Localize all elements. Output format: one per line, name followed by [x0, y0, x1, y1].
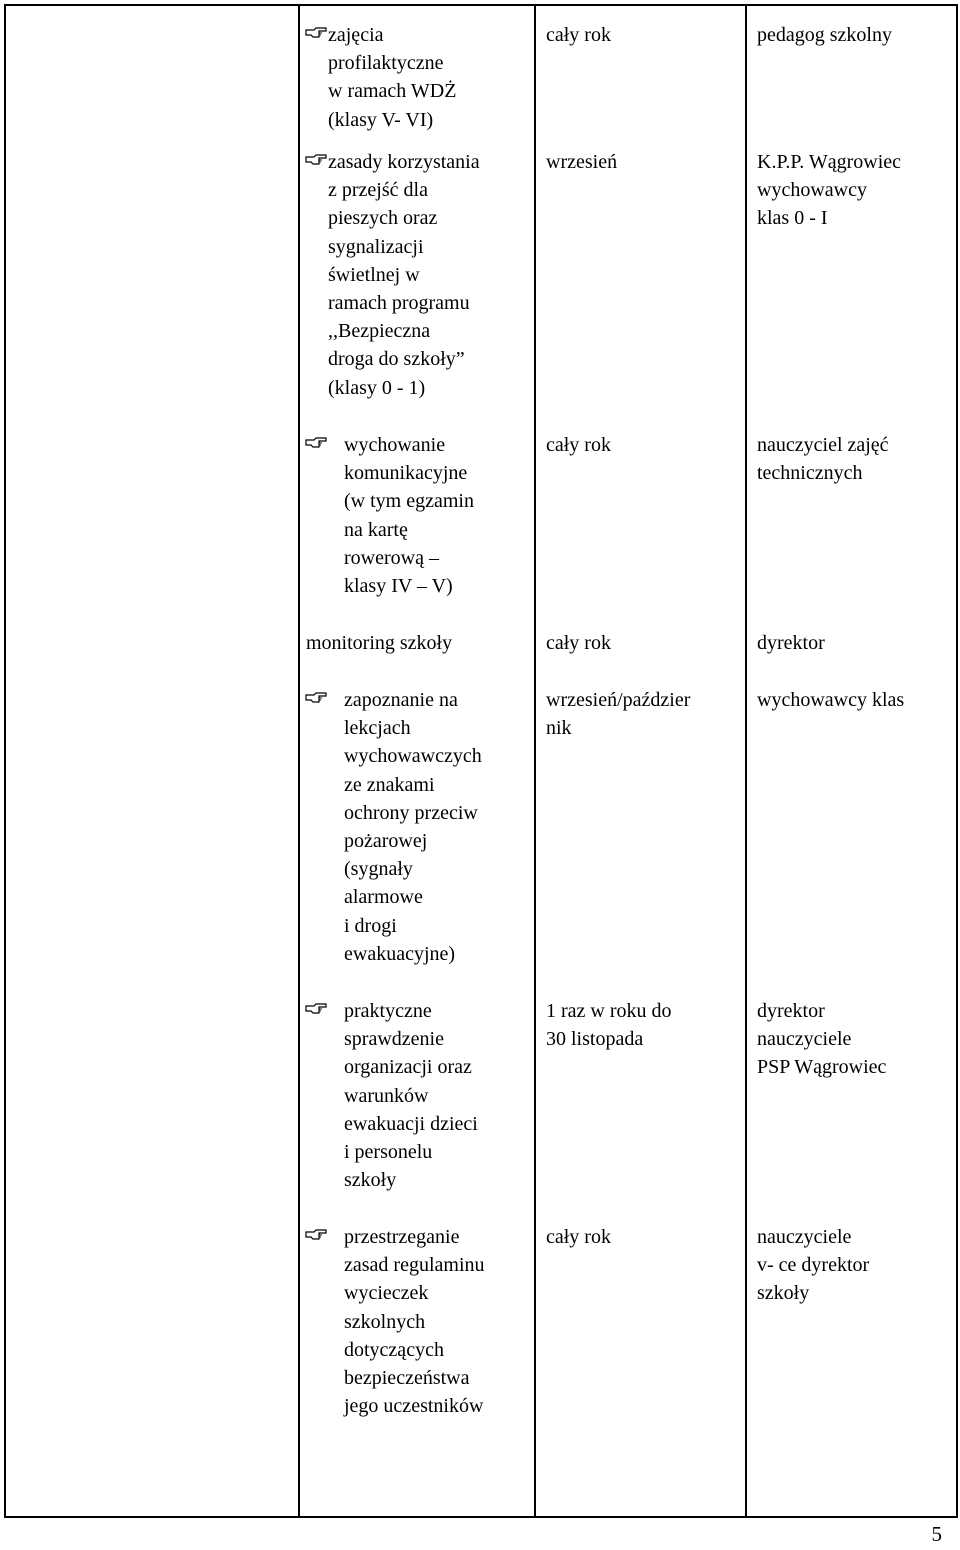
pointing-hand-icon — [305, 1227, 327, 1241]
task-line: w ramach WDŻ — [328, 80, 457, 103]
who-line: nauczyciele — [757, 1226, 852, 1248]
task-line: sygnalizacji — [328, 235, 424, 258]
pointing-hand-icon — [305, 1001, 327, 1015]
task-line: ewakuacji dzieci — [344, 1112, 478, 1135]
task-line: i personelu — [344, 1141, 433, 1164]
task-cell — [300, 614, 534, 671]
task-line: (klasy 0 - 1) — [328, 376, 426, 399]
task-line: warunków — [344, 1084, 429, 1107]
task-line: praktyczne — [344, 1000, 432, 1022]
task-line: zapoznanie na — [344, 689, 458, 711]
page-number: 5 — [931, 1522, 942, 1546]
when-cell — [536, 133, 745, 416]
task-line: komunikacyjne — [344, 462, 468, 485]
when-line: cały rok — [546, 632, 611, 654]
task-line: ochrony przeciw — [344, 801, 478, 824]
task-line: zajęcia — [328, 24, 384, 46]
when-line: 1 raz w roku do — [546, 1000, 672, 1022]
task-line: profilaktyczne — [328, 52, 444, 75]
task-line: ze znakami — [344, 773, 435, 796]
who-line: dyrektor — [757, 632, 825, 654]
who-line: PSP Wągrowiec — [757, 1056, 887, 1079]
task-line: alarmowe — [344, 886, 423, 909]
task-line: dotyczących — [344, 1338, 444, 1361]
who-line: technicznych — [757, 462, 863, 485]
task-line: ,,Bezpieczna — [328, 320, 431, 343]
when-line: nik — [546, 717, 572, 740]
when-line: cały rok — [546, 1226, 611, 1248]
task-line: (sygnały — [344, 858, 413, 881]
task-line: przestrzeganie — [344, 1226, 460, 1248]
task-line: klasy IV – V) — [344, 575, 453, 598]
who-line: dyrektor — [757, 1000, 825, 1022]
task-line: ewakuacyjne) — [344, 942, 456, 965]
when-line: cały rok — [546, 434, 611, 456]
when-cell — [536, 671, 745, 982]
task-line: bezpieczeństwa — [344, 1367, 470, 1390]
who-column — [746, 5, 957, 1517]
task-cell — [300, 133, 534, 416]
who-cell — [747, 671, 956, 982]
when-cell — [536, 1208, 745, 1448]
task-line: zasad regulaminu — [344, 1254, 485, 1277]
who-line: klas 0 - I — [757, 207, 828, 230]
who-cell — [747, 6, 956, 133]
when-cell — [536, 6, 745, 133]
who-line: nauczyciele — [757, 1028, 852, 1051]
task-line: świetlnej w — [328, 263, 420, 286]
task-column — [299, 5, 535, 1517]
pointing-hand-icon — [305, 690, 327, 704]
task-line: zasady korzystania — [328, 151, 480, 173]
task-cell — [300, 982, 534, 1208]
when-line: wrzesień/paździer — [546, 689, 691, 711]
left-margin-column — [5, 5, 299, 1517]
who-cell — [747, 982, 956, 1208]
when-cell — [536, 416, 745, 614]
task-line: ramach programu — [328, 292, 470, 315]
task-line: rowerową – — [344, 546, 439, 569]
when-line: wrzesień — [546, 151, 618, 173]
task-line: szkoły — [344, 1169, 397, 1192]
task-line: wychowanie — [344, 434, 446, 456]
task-line: pożarowej — [344, 830, 428, 853]
task-line: sprawdzenie — [344, 1028, 444, 1051]
task-line: pieszych oraz — [328, 207, 438, 230]
task-line: na kartę — [344, 518, 408, 541]
task-cell — [300, 1208, 534, 1448]
when-column — [535, 5, 746, 1517]
task-line: droga do szkoły” — [328, 348, 465, 371]
when-cell — [536, 614, 745, 671]
task-line: monitoring szkoły — [306, 632, 453, 654]
when-cell — [536, 982, 745, 1208]
who-line: K.P.P. Wągrowiec — [757, 151, 902, 173]
task-line: szkolnych — [344, 1310, 426, 1333]
task-cell — [300, 671, 534, 982]
task-cell — [300, 6, 534, 133]
who-cell — [747, 416, 956, 614]
task-line: organizacji oraz — [344, 1056, 472, 1079]
who-cell — [747, 614, 956, 671]
when-line: cały rok — [546, 24, 611, 46]
who-line: nauczyciel zajęć — [757, 434, 889, 456]
task-line: wychowawczych — [344, 745, 482, 768]
pointing-hand-icon — [305, 435, 327, 449]
who-cell — [747, 133, 956, 416]
who-line: wychowawcy — [757, 179, 867, 202]
who-line: szkoły — [757, 1282, 810, 1305]
task-line: z przejść dla — [328, 179, 428, 202]
task-line: jego uczestników — [344, 1395, 484, 1418]
task-cell — [300, 416, 534, 614]
task-line: (klasy V- VI) — [328, 108, 434, 131]
when-line: 30 listopada — [546, 1028, 644, 1051]
schedule-table — [4, 4, 958, 1518]
task-line: wycieczek — [344, 1282, 429, 1305]
task-line: i drogi — [344, 914, 397, 937]
who-line: v- ce dyrektor — [757, 1254, 870, 1277]
task-line: (w tym egzamin — [344, 490, 474, 513]
pointing-hand-icon — [305, 152, 327, 166]
who-line: pedagog szkolny — [757, 24, 892, 46]
who-cell — [747, 1208, 956, 1448]
who-line: wychowawcy klas — [757, 689, 905, 711]
pointing-hand-icon — [305, 25, 327, 39]
task-line: lekcjach — [344, 717, 411, 740]
